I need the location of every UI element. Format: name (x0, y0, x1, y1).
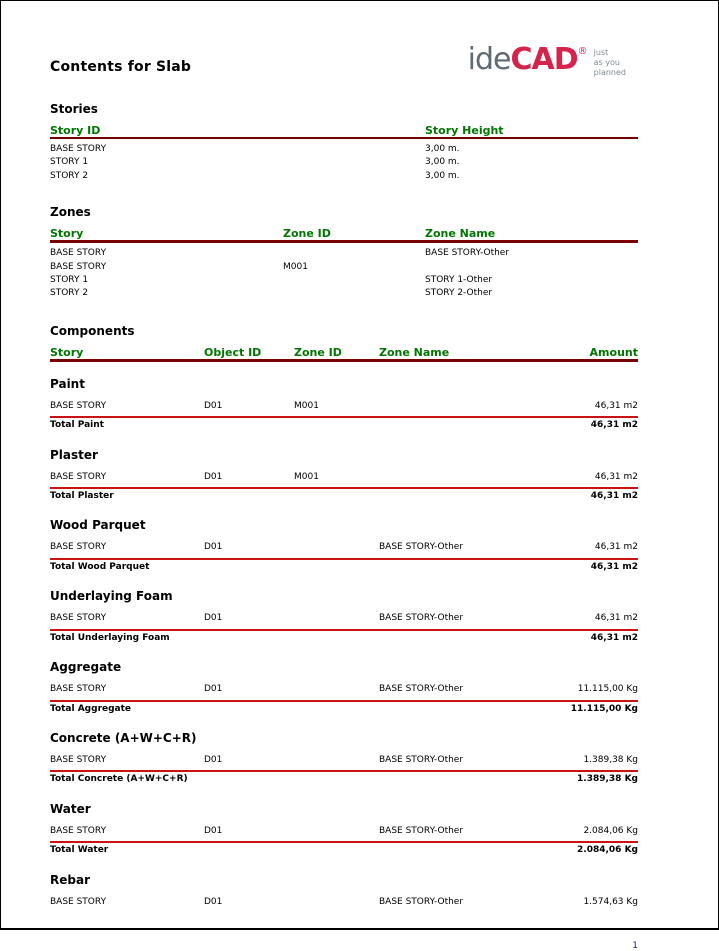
total-row (50, 631, 638, 645)
table-row (50, 143, 638, 156)
column-header-story: Story (50, 345, 84, 359)
cell-story: BASE STORY (50, 471, 107, 482)
stories-rows (50, 140, 638, 183)
cell-object-id: D01 (204, 896, 223, 907)
zones-heading: Zones (50, 205, 91, 220)
cell-amount: 1.389,38 Kg (583, 754, 638, 765)
total-amount: 1.389,38 Kg (577, 774, 638, 785)
total-amount: 46,31 m2 (590, 561, 638, 572)
cell-story: BASE STORY (50, 613, 107, 624)
cell-zone-id (283, 247, 425, 260)
column-header-zone-name: Zone Name (379, 345, 450, 359)
component-name: Rebar (50, 872, 90, 887)
cell-story: BASE STORY (50, 261, 107, 272)
cell-zone-id: M001 (294, 471, 319, 482)
component-name: Concrete (A+W+C+R) (50, 730, 197, 745)
cell-amount: 1.574,63 Kg (583, 896, 638, 907)
total-amount: 11.115,00 Kg (570, 703, 638, 714)
total-label: Total Concrete (A+W+C+R) (50, 774, 188, 785)
page-title: Contents for Slab (50, 59, 192, 75)
column-header-zone-name: Zone Name (425, 227, 496, 241)
cell-zone-id (294, 825, 379, 838)
cell-zone-name (425, 261, 638, 274)
cell-object-id: D01 (204, 613, 223, 624)
table-row (50, 683, 638, 699)
total-amount: 46,31 m2 (590, 420, 638, 431)
total-row (50, 843, 638, 857)
registered-mark: ® (577, 46, 587, 57)
total-amount: 46,31 m2 (590, 632, 638, 643)
document-header (50, 42, 638, 78)
column-header-zone-id: Zone ID (283, 227, 331, 241)
cell-story-id: STORY 2 (50, 170, 89, 181)
component-name: Aggregate (50, 660, 122, 675)
zones-rows (50, 244, 638, 301)
cell-amount: 46,31 m2 (594, 613, 638, 624)
cell-zone-name: BASE STORY-Other (379, 542, 464, 553)
cell-story-height: 3,00 m. (425, 170, 460, 181)
cell-zone-id: M001 (283, 261, 308, 272)
cell-zone-name: BASE STORY-Other (425, 248, 510, 259)
component-name: Wood Parquet (50, 518, 146, 533)
cell-zone-name (379, 400, 551, 413)
cell-story: BASE STORY (50, 754, 107, 765)
component-name: Underlaying Foam (50, 589, 173, 604)
cell-object-id: D01 (204, 825, 223, 836)
column-header-amount: Amount (589, 345, 638, 359)
table-row (50, 400, 638, 416)
table-row (50, 825, 638, 841)
component-block-concrete (50, 731, 638, 787)
column-header-story-id: Story ID (50, 124, 101, 137)
cell-zone-id (294, 683, 379, 696)
stories-heading: Stories (50, 102, 98, 116)
total-row (50, 418, 638, 432)
cell-zone-name: STORY 2-Other (425, 288, 493, 299)
table-row (50, 274, 638, 287)
cell-zone-id (294, 896, 379, 909)
cell-zone-id (294, 612, 379, 625)
table-row (50, 612, 638, 628)
component-name: Paint (50, 376, 85, 391)
cell-zone-name: BASE STORY-Other (379, 896, 464, 907)
cell-object-id: D01 (204, 471, 223, 482)
cell-zone-id (283, 287, 425, 300)
column-header-story: Story (50, 227, 84, 241)
table-row (50, 287, 638, 300)
cell-story-id: STORY 1 (50, 157, 89, 168)
components-section (50, 324, 638, 912)
logo-prefix: ide (467, 42, 511, 77)
cell-story: BASE STORY (50, 825, 107, 836)
component-block-aggregate (50, 660, 638, 716)
zones-header-row (50, 227, 638, 243)
cell-zone-id: M001 (294, 400, 319, 411)
component-block-underlaying-foam (50, 589, 638, 645)
components-heading: Components (50, 323, 135, 338)
table-row (50, 754, 638, 770)
total-row (50, 702, 638, 716)
total-label: Total Aggregate (50, 703, 132, 714)
table-row (50, 471, 638, 487)
total-label: Total Underlaying Foam (50, 632, 170, 643)
idecad-logo-wordmark (467, 42, 587, 77)
component-block-water (50, 802, 638, 858)
table-row (50, 541, 638, 557)
cell-story: STORY 2 (50, 288, 89, 299)
cell-amount: 46,31 m2 (594, 400, 638, 411)
cell-zone-id (283, 274, 425, 287)
cell-story: BASE STORY (50, 542, 107, 553)
logo-brand: CAD (510, 42, 578, 77)
page-number: 1 (632, 940, 638, 951)
total-amount: 2.084,06 Kg (577, 845, 638, 856)
cell-object-id: D01 (204, 684, 223, 695)
cell-amount: 2.084,06 Kg (583, 825, 638, 836)
tagline-line: as you (593, 58, 620, 67)
cell-story-height: 3,00 m. (425, 157, 460, 168)
logo-tagline (594, 48, 626, 78)
stories-header-row (50, 124, 638, 139)
cell-amount: 46,31 m2 (594, 542, 638, 553)
cell-story-height: 3,00 m. (425, 144, 460, 154)
table-row (50, 156, 638, 169)
component-block-rebar (50, 873, 638, 912)
total-label: Total Wood Parquet (50, 561, 150, 572)
cell-object-id: D01 (204, 400, 223, 411)
component-block-paint (50, 377, 638, 433)
component-block-wood-parquet (50, 518, 638, 574)
component-block-plaster (50, 448, 638, 504)
cell-story: BASE STORY (50, 400, 107, 411)
cell-zone-name: BASE STORY-Other (379, 613, 464, 624)
cell-story: BASE STORY (50, 896, 107, 907)
cell-zone-name (379, 471, 551, 484)
cell-story: STORY 1 (50, 275, 89, 286)
cell-story-id: BASE STORY (50, 144, 107, 154)
cell-zone-name: BASE STORY-Other (379, 825, 464, 836)
cell-zone-id (294, 754, 379, 767)
stories-section (50, 102, 638, 183)
total-label: Total Plaster (50, 491, 114, 502)
total-label: Total Paint (50, 420, 104, 431)
table-row (50, 170, 638, 183)
total-row (50, 560, 638, 574)
column-header-zone-id: Zone ID (294, 345, 342, 359)
cell-zone-name: STORY 1-Other (425, 275, 493, 286)
component-name: Plaster (50, 447, 98, 462)
column-header-object-id: Object ID (204, 345, 262, 359)
cell-amount: 46,31 m2 (594, 471, 638, 482)
cell-zone-name: BASE STORY-Other (379, 684, 464, 695)
idecad-logo (467, 42, 626, 78)
total-amount: 46,31 m2 (590, 491, 638, 502)
tagline-line: planned (593, 68, 626, 77)
cell-object-id: D01 (204, 754, 223, 765)
cell-story: BASE STORY (50, 684, 107, 695)
cell-zone-name: BASE STORY-Other (379, 754, 464, 765)
tagline-line: just (593, 48, 609, 57)
total-row (50, 489, 638, 503)
cell-zone-id (294, 541, 379, 554)
components-header-row (50, 346, 638, 362)
total-label: Total Water (50, 845, 109, 856)
table-row (50, 896, 638, 912)
total-row (50, 772, 638, 786)
cell-amount: 11.115,00 Kg (577, 684, 638, 695)
cell-object-id: D01 (204, 542, 223, 553)
column-header-story-height: Story Height (425, 124, 504, 137)
table-row (50, 261, 638, 274)
component-name: Water (50, 801, 91, 816)
table-row (50, 247, 638, 260)
zones-section (50, 205, 638, 301)
cell-story: BASE STORY (50, 248, 107, 259)
